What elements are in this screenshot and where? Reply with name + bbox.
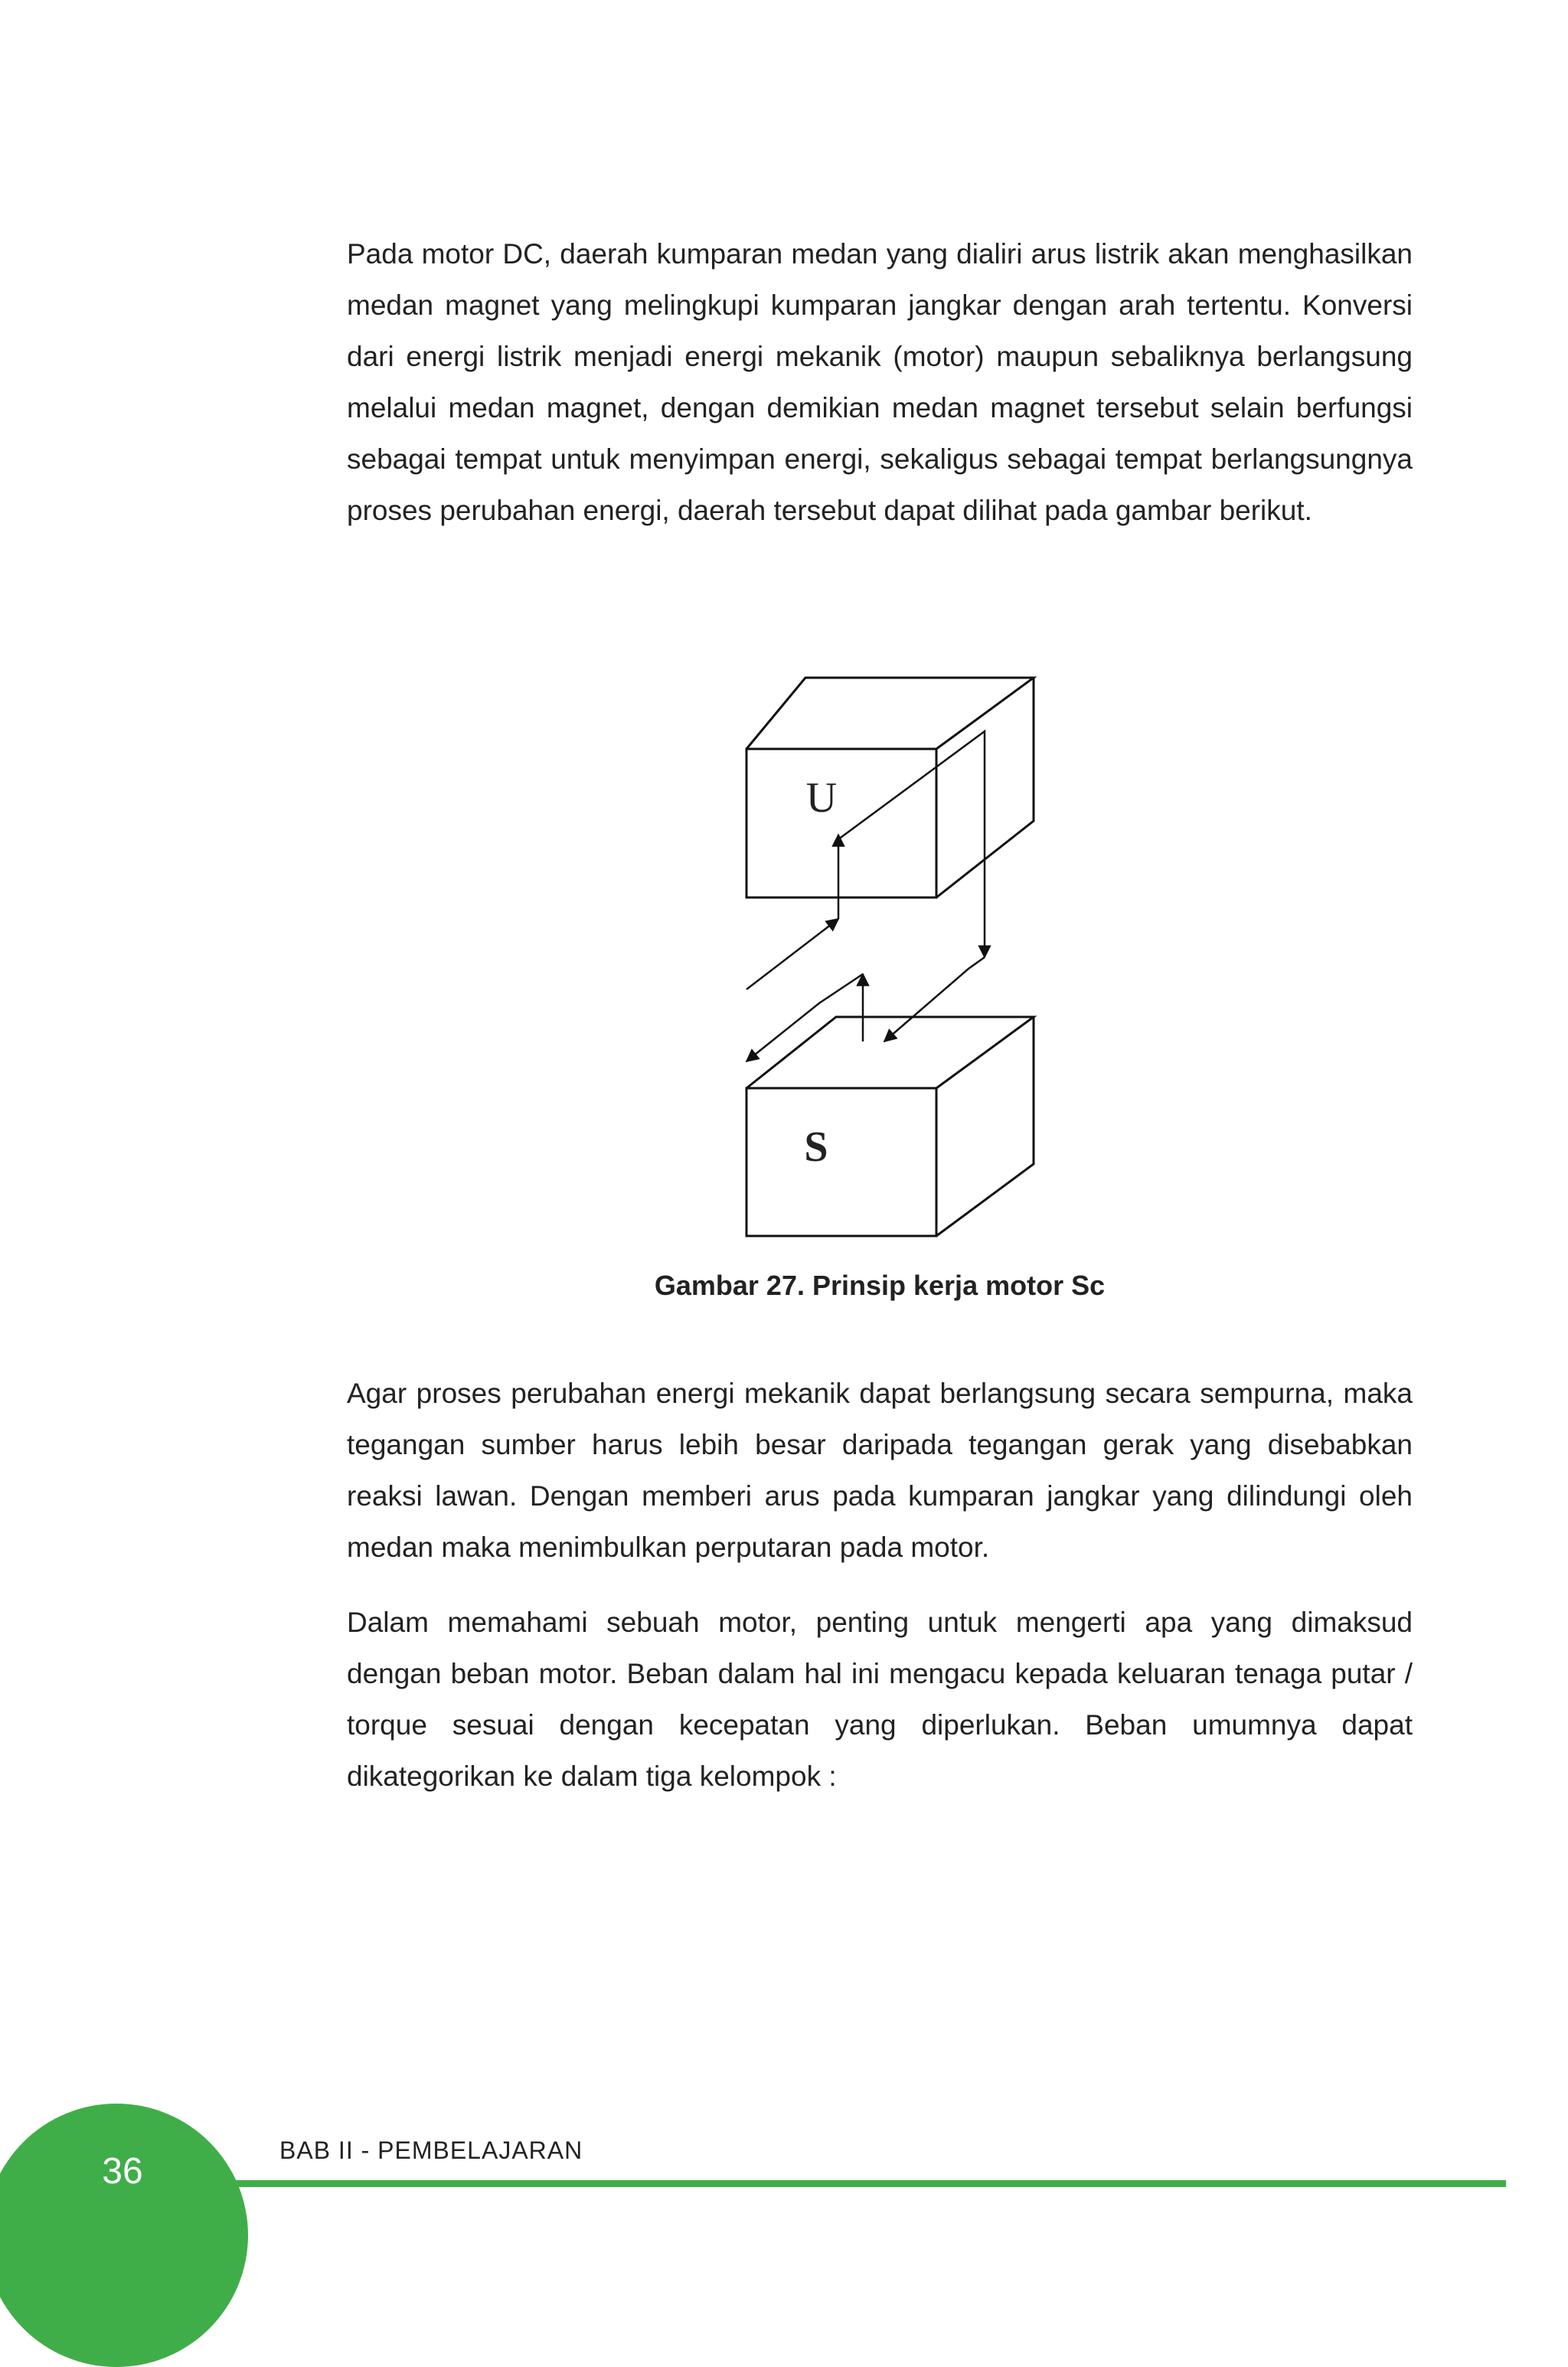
paragraph-intro: Pada motor DC, daerah kumparan medan yang dialiri arus listrik akan menghasilkan medan magnet yang melingkupi kumparan jangkar dengan arah tertentu. Konversi dari energi listrik menjadi energi mekanik (motor) maupun sebaliknya berlangsung melalui medan magnet, dengan demikian medan magnet tersebut selain berfungsi sebagai tempat untuk menyimpan energi, sekaligus sebagai tempat berlangsungnya proses perubahan energi, daerah tersebut dapat dilihat pada gambar berikut. — [347, 238, 1413, 526]
magnet-diagram-svg — [720, 659, 1041, 1241]
south-pole-label: S — [804, 1123, 828, 1171]
north-pole-block — [746, 678, 1034, 897]
chapter-label: BAB II - PEMBELAJARAN — [279, 2137, 583, 2164]
page-number: 36 — [102, 2151, 143, 2192]
south-pole-block — [746, 1017, 1034, 1236]
page-number-badge — [0, 2104, 248, 2367]
paragraph-motor-load: Dalam memahami sebuah motor, penting untuk mengerti apa yang dimaksud dengan beban motor. Beban dalam hal ini mengacu kepada keluaran tenaga putar / torque sesuai dengan kecepatan yang diperlukan. Beban umumnya dapat dikategorikan ke dalam tiga kelompok : — [347, 1607, 1413, 1792]
magnet-diagram — [720, 659, 1041, 1241]
north-pole-label: U — [805, 774, 838, 822]
figure-caption: Gambar 27. Prinsip kerja motor Sc — [654, 1270, 1106, 1301]
paragraph-energy-process: Agar proses perubahan energi mekanik dapat berlangsung secara sempurna, maka tegangan sumber harus lebih besar daripada tegangan gerak yang disebabkan reaksi lawan. Dengan memberi arus pada kumparan jangkar yang dilindungi oleh medan maka menimbulkan perputaran pada motor. — [347, 1378, 1413, 1563]
footer-rule — [230, 2180, 1506, 2187]
